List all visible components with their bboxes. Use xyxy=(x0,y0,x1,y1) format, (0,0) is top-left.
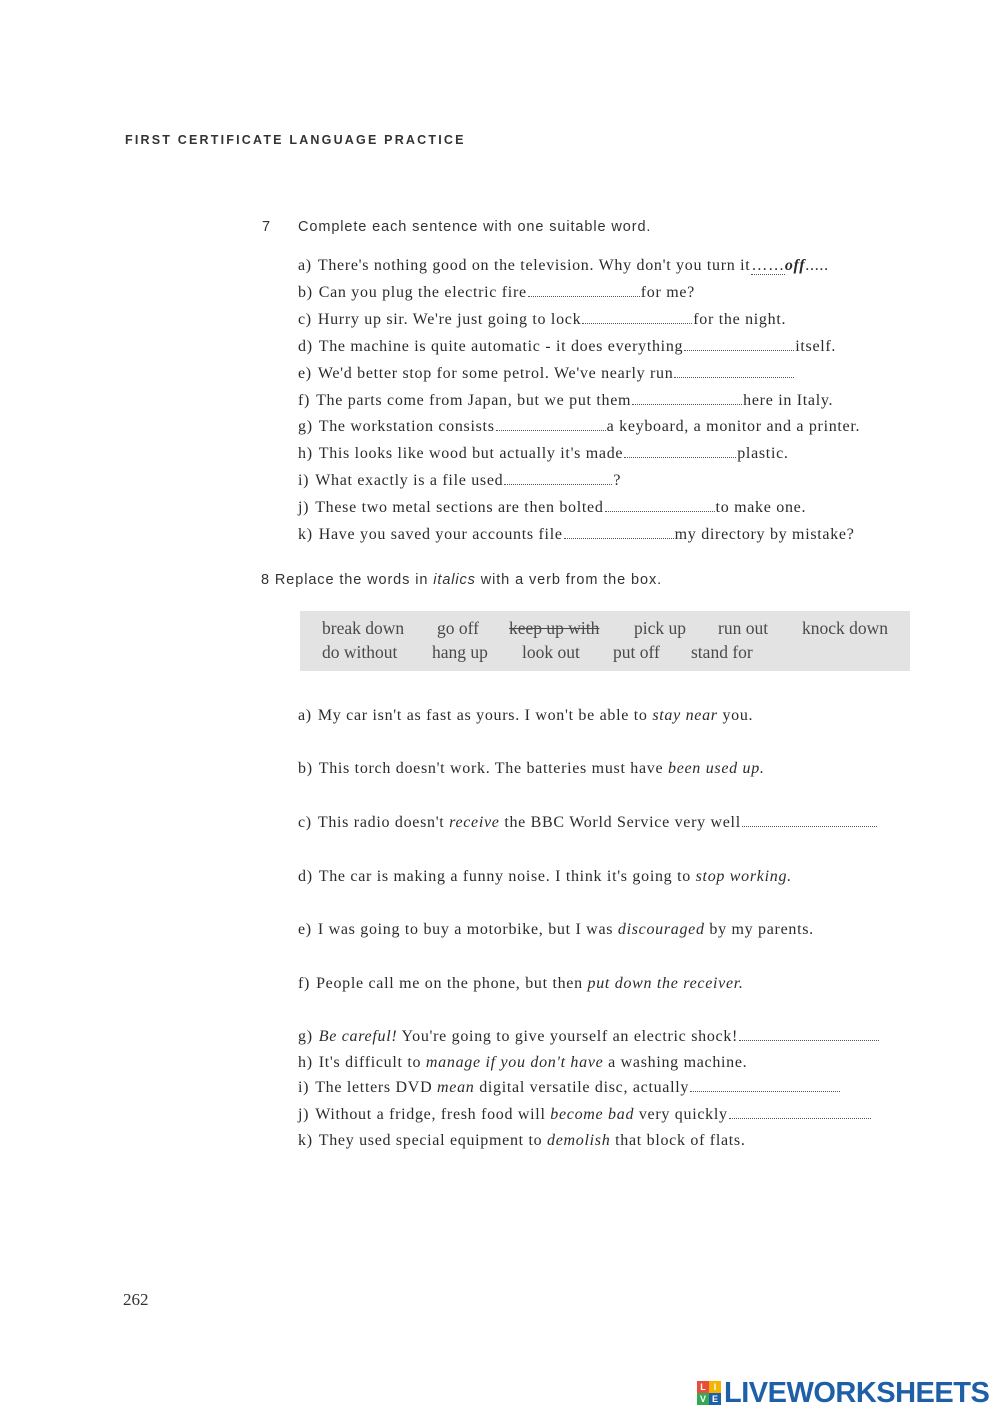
item-text: I was going to buy a motorbike, but I was xyxy=(317,921,614,938)
item-text: These two metal sections are then bolted xyxy=(315,499,604,516)
item-letter: d) xyxy=(298,868,313,885)
item-text: We'd better stop for some petrol. We've nearly run xyxy=(317,365,674,382)
ex8-item-f xyxy=(298,975,744,993)
item-text: They used special equipment to xyxy=(318,1132,543,1149)
item-letter: b) xyxy=(298,760,313,777)
word-box xyxy=(300,611,910,671)
item-letter: f) xyxy=(298,975,311,992)
item-text: The car is making a funny noise. I think it's going to xyxy=(318,868,691,885)
answer-blank[interactable] xyxy=(674,365,794,378)
logo-text: LIVEWORKSHEETS xyxy=(724,1376,990,1409)
ex8-item-k xyxy=(298,1132,746,1150)
ex7-item-e xyxy=(298,365,795,383)
ex8-item-g xyxy=(298,1028,880,1046)
item-letter: a) xyxy=(298,707,312,724)
item-text-end: to make one. xyxy=(715,499,807,516)
item-letter: a) xyxy=(298,257,312,274)
ex7-item-k xyxy=(298,526,855,544)
item-text-end: here in Italy. xyxy=(743,392,834,409)
box-word: go off xyxy=(437,618,479,638)
logo-icon xyxy=(697,1381,721,1405)
exercise-8-instruction-end: with a verb from the box. xyxy=(480,572,663,588)
item-text: People call me on the phone, but then xyxy=(316,975,583,992)
answer-blank[interactable] xyxy=(729,1106,871,1119)
item-text-end: plastic. xyxy=(737,445,789,462)
answer-blank[interactable] xyxy=(690,1079,840,1092)
box-word: put off xyxy=(613,642,660,662)
item-text: The letters DVD xyxy=(315,1079,433,1096)
italic-phrase: Be careful! xyxy=(318,1028,398,1045)
logo-icon-letter: I xyxy=(709,1381,721,1393)
item-text-end: my directory by mistake? xyxy=(674,526,855,543)
item-text: The parts come from Japan, but we put them xyxy=(316,392,632,409)
answer-blank[interactable] xyxy=(684,338,794,351)
item-text-end: a washing machine. xyxy=(608,1054,748,1071)
item-letter: d) xyxy=(298,338,313,355)
ex7-item-f xyxy=(298,392,833,410)
italic-phrase: stay near xyxy=(652,707,718,724)
item-letter: k) xyxy=(298,526,313,543)
answer-blank[interactable]: ……off..... xyxy=(751,257,829,274)
italic-phrase: been used up. xyxy=(668,760,765,777)
italic-phrase: become bad xyxy=(550,1106,635,1123)
item-text: There's nothing good on the television. Why don't you turn it xyxy=(317,257,751,274)
item-letter: e) xyxy=(298,365,312,382)
item-text-end: a keyboard, a monitor and a printer. xyxy=(606,418,861,435)
ex8-item-e xyxy=(298,921,814,939)
answer-blank[interactable] xyxy=(739,1028,879,1041)
ex8-item-d xyxy=(298,868,792,886)
answer-blank[interactable] xyxy=(582,311,692,324)
item-text: Have you saved your accounts file xyxy=(318,526,563,543)
ex7-item-c xyxy=(298,311,786,329)
item-letter: h) xyxy=(298,445,313,462)
exercise-8-instruction-start: Replace the words in xyxy=(274,572,429,588)
item-text-end: ? xyxy=(613,472,622,489)
italic-phrase: mean xyxy=(437,1079,475,1096)
ex7-item-h xyxy=(298,445,789,463)
italic-phrase: receive xyxy=(449,814,500,831)
box-word: do without xyxy=(322,642,398,662)
logo-icon-letter: L xyxy=(697,1381,709,1393)
item-text: This torch doesn't work. The batteries must have xyxy=(318,760,664,777)
italic-phrase: manage if you don't have xyxy=(425,1054,604,1071)
item-text: Hurry up sir. We're just going to lock xyxy=(317,311,582,328)
exercise-8-instruction-italic: italics xyxy=(433,572,476,588)
item-text: What exactly is a file used xyxy=(315,472,504,489)
exercise-7-title xyxy=(262,219,651,235)
box-word: hang up xyxy=(432,642,488,662)
answer-blank[interactable] xyxy=(504,472,612,485)
ex7-item-j xyxy=(298,499,806,517)
box-word-used: keep up with xyxy=(509,618,600,638)
ex8-item-c xyxy=(298,814,878,832)
item-letter: c) xyxy=(298,814,312,831)
box-word: pick up xyxy=(634,618,687,638)
running-header: FIRST CERTIFICATE LANGUAGE PRACTICE xyxy=(125,133,466,147)
item-text-end: very quickly xyxy=(638,1106,728,1123)
item-text: It's difficult to xyxy=(318,1054,422,1071)
item-letter: k) xyxy=(298,1132,313,1149)
item-text-end: You're going to give yourself an electric shock! xyxy=(401,1028,739,1045)
ex7-item-i xyxy=(298,472,621,490)
item-text-end: the BBC World Service very well xyxy=(504,814,741,831)
ex7-item-a xyxy=(298,257,829,275)
box-word: break down xyxy=(322,618,405,638)
item-text-end: that block of flats. xyxy=(615,1132,746,1149)
box-word: look out xyxy=(522,642,580,662)
exercise-8-title xyxy=(261,572,662,588)
ex8-item-i xyxy=(298,1079,841,1097)
ex8-item-b xyxy=(298,760,765,778)
italic-phrase: put down the receiver. xyxy=(587,975,744,992)
answer-blank[interactable] xyxy=(528,284,640,297)
item-letter: e) xyxy=(298,921,312,938)
box-word: stand for xyxy=(691,642,753,662)
item-text: The workstation consists xyxy=(318,418,495,435)
exercise-7-instruction: Complete each sentence with one suitable word. xyxy=(298,219,652,235)
item-text: This looks like wood but actually it's made xyxy=(318,445,624,462)
item-text: Can you plug the electric fire xyxy=(318,284,527,301)
box-word: run out xyxy=(718,618,769,638)
logo-icon-letter: E xyxy=(709,1393,721,1405)
item-text-end: for the night. xyxy=(693,311,787,328)
item-text-end: you. xyxy=(722,707,754,724)
ex8-item-j xyxy=(298,1106,872,1124)
item-text-end: itself. xyxy=(795,338,837,355)
italic-phrase: stop working. xyxy=(695,868,792,885)
exercise-8-number: 8 xyxy=(261,572,270,588)
italic-phrase: discouraged xyxy=(617,921,705,938)
item-text-end: by my parents. xyxy=(709,921,814,938)
exercise-7-number: 7 xyxy=(262,219,271,235)
item-letter: i) xyxy=(298,1079,310,1096)
item-letter: g) xyxy=(298,418,313,435)
item-letter: g) xyxy=(298,1028,313,1045)
ex8-item-a xyxy=(298,707,753,725)
filled-answer: off xyxy=(784,257,806,274)
logo-icon-letter: V xyxy=(697,1393,709,1405)
item-text-end: digital versatile disc, actually xyxy=(479,1079,690,1096)
answer-blank[interactable] xyxy=(564,526,674,539)
item-letter: f) xyxy=(298,392,311,409)
liveworksheets-logo xyxy=(697,1378,989,1408)
item-letter: c) xyxy=(298,311,312,328)
ex7-item-d xyxy=(298,338,836,356)
ex7-item-g xyxy=(298,418,860,436)
item-text: This radio doesn't xyxy=(317,814,445,831)
answer-blank[interactable] xyxy=(624,445,736,458)
answer-blank[interactable] xyxy=(605,499,715,512)
item-letter: j) xyxy=(298,1106,310,1123)
item-text-end: for me? xyxy=(640,284,695,301)
item-text: My car isn't as fast as yours. I won't be able to xyxy=(317,707,648,724)
ex8-item-h xyxy=(298,1054,747,1072)
answer-blank[interactable] xyxy=(742,814,877,827)
answer-blank[interactable] xyxy=(496,418,606,431)
page-number: 262 xyxy=(123,1290,149,1309)
box-word: knock down xyxy=(802,618,889,638)
item-text: The machine is quite automatic - it does everything xyxy=(318,338,684,355)
item-letter: i) xyxy=(298,472,310,489)
item-text: Without a fridge, fresh food will xyxy=(315,1106,546,1123)
item-letter: h) xyxy=(298,1054,313,1071)
ex7-item-b xyxy=(298,284,695,302)
italic-phrase: demolish xyxy=(547,1132,611,1149)
item-letter: j) xyxy=(298,499,310,516)
item-letter: b) xyxy=(298,284,313,301)
answer-blank[interactable] xyxy=(632,392,742,405)
